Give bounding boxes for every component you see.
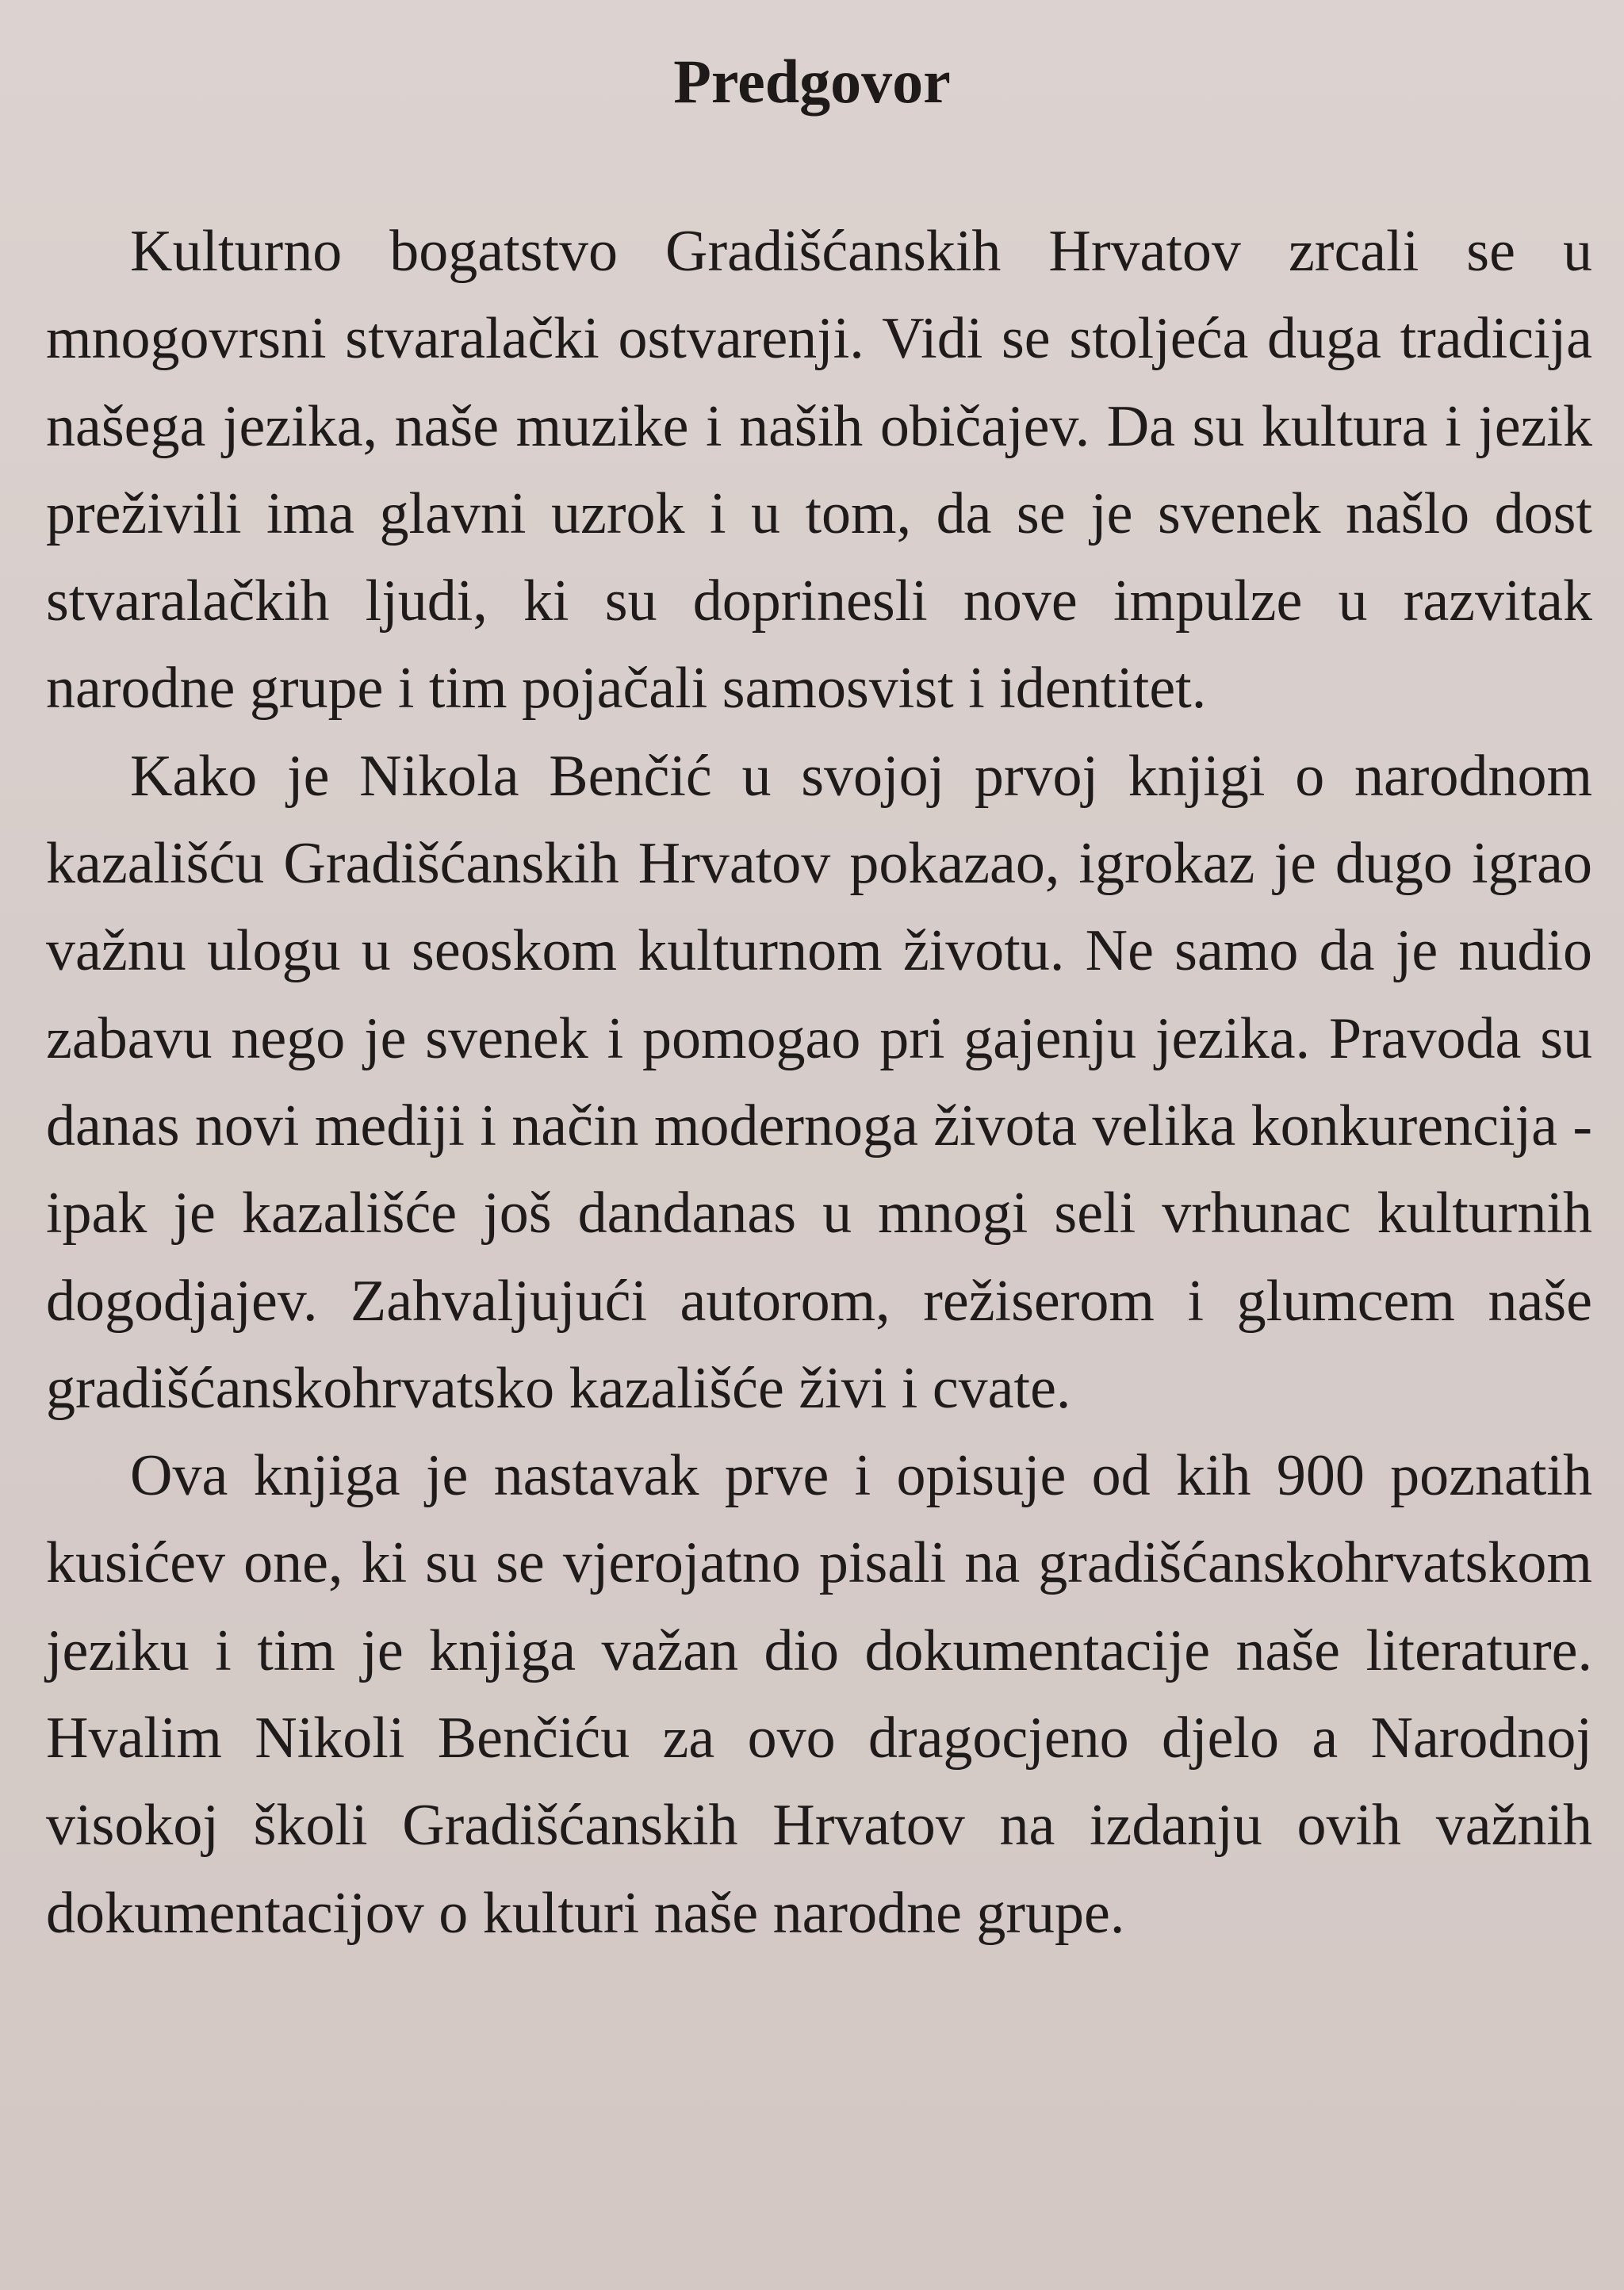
paragraph-1: Kulturno bogatstvo Gradišćanskih Hrvatov zrcali se u mnogovrsni stvaralački ostvarenji. Vidi se stoljeća duga tradicija našega jezika, naše muzike i naših običajev. Da su kultura i jezik preživili ima glavni uzrok i u tom, da se je svenek našlo dost stvaralačkih ljudi, ki su doprinesli nove impulze u razvitak narodne grupe i tim pojačali samosvist i identitet. bbox=[46, 219, 1592, 722]
preface-body bbox=[46, 208, 1592, 1957]
page-title: Predgovor bbox=[673, 47, 951, 116]
paragraph-3: Ova knjiga je nastavak prve i opisuje od kih 900 poznatih kusićev one, ki su se vjerojatno pisali na gradišćanskohrvatskom jeziku i tim je knjiga važan dio dokumentacije naše literature. Hvalim Nikoli Benčiću za ovo dragocjeno djelo a Narodnoj visokoj školi Gradišćanskih Hrvatov na izdanju ovih važnih dokumentacijov o kulturi naše narodne grupe. bbox=[46, 1443, 1592, 1946]
paragraph-2: Kako je Nikola Benčić u svojoj prvoj knjigi o narodnom kazališću Gradišćanskih Hrvatov pokazao, igrokaz je dugo igrao važnu ulogu u seoskom kulturnom životu. Ne samo da je nudio zabavu nego je svenek i pomogao pri gajenju jezika. Pravoda su danas novi mediji i način modernoga života velika konkurencija - ipak je kazališće još dandanas u mnogi seli vrhunac kulturnih dogodjajev. Zahvaljujući autorom, režiserom i glumcem naše gradišćanskohrvatsko kazališće živi i cvate. bbox=[46, 743, 1592, 1421]
